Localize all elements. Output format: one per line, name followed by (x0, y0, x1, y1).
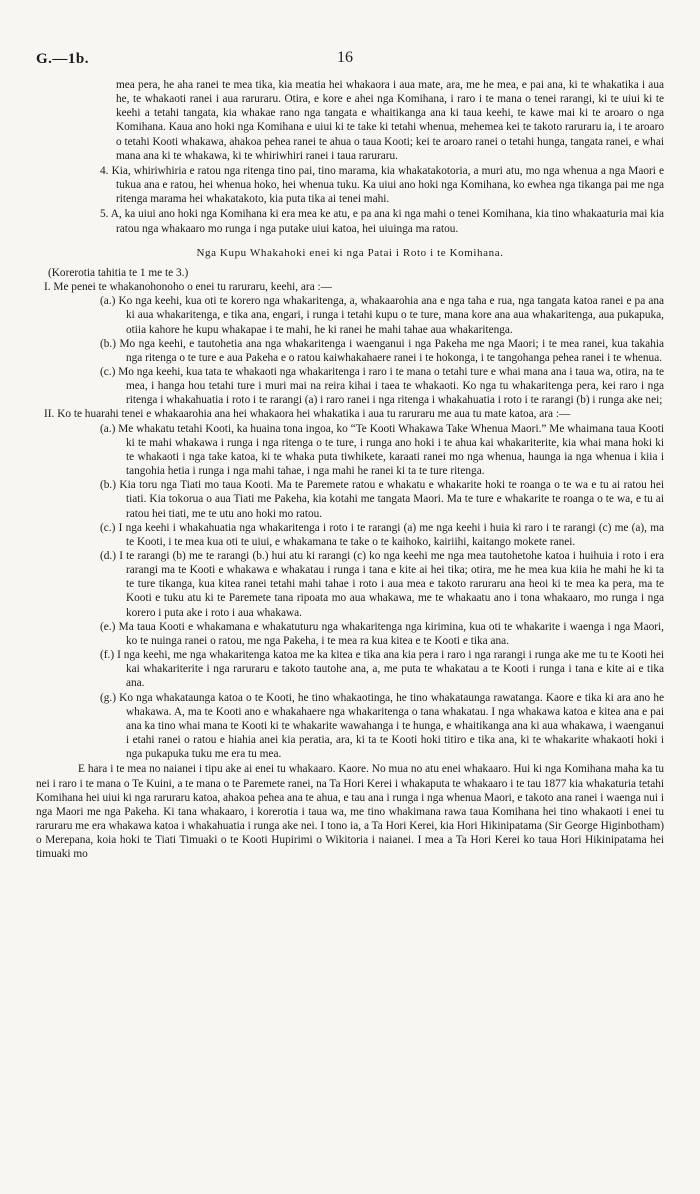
part-one-item-b: (b.) Mo nga keehi, e tautohetia ana nga whakaritenga i waenganui i nga Pakeha me nga Maori; i te mea ranei, kua takahia nga ritenga o te ture e aua Pakeha e o ratou kaiwhakahaere ranei i te hokonga, i te tangohanga pehea ranei i te whenua. (100, 337, 664, 364)
closing-paragraph: E hara i te mea no naianei i tipu ake ai enei tu whakaaro. Kaore. No mua no atu enei whakaaro. Hui ki nga Komihana maha ka tu nei i raro i te mana o Te Kuini, a te mana o te Paremete ranei, na Ta Hori Kerei i whakaputa te whakaaro i te tau 1877 kia whakaturia tetahi Komihana hei uiui ki nga raruraru katoa, ahakoa pehea ana te ahua, e tau ana i runga i nga whenua Maori, e takoto ana ranei i waenga nui i nga Maori me nga Pakeha. Ki tana whakaaro, i korerotia i taua wa, me tino whakimana rawa taua Komihana hei tino whakaoti i enei tu raruraru me era whakawa katoa i whakahuatia i runga ake nei. I tono ia, a Ta Hori Kerei, kia Hori Hikinipatama (Sir George Higinbotham) o Merepana, koia hoki te Tiati Timuaki o te Kooti Hupirimi o Wikitoria i naianei. I mea a Ta Hori Kerei ko taua Hori Hikinipatama hei timuaki mo (36, 763, 664, 861)
part-one-item-a: (a.) Ko nga keehi, kua oti te korero nga whakaritenga, a, whakaarohia ana e nga taha e rua, nga tangata katoa ranei e pa ana ki aua whakaritenga, e tika ana, engari, i runga i tetahi kupu o te ture, mana kore ana aua whakaritenga, aua pukapuka, otiia kahore he kupu whakapae i te mahi, he ki ranei he mahi tahae aua whakaritenga. (100, 295, 665, 336)
part-two-item-g: (g.) Ko nga whakataunga katoa o te Kooti, he tino whakaotinga, he tino whakataunga rawatanga. Kaore e tika ki ara ano he whakawa. A, ma te Kooti ano e whakahaere nga whakaritenga o tana whakatau. I nga whakawa katoa e kitea ana e pai ana ka tino whai mana te Kooti ki te whakarite wawahanga i te hunga, e whaitikanga ana ki aua whakawa, i waenganui i etahi ranei o ratou e hiahia anei kia peratia, ara, ki ta te Kooti hoki titiro e tika ana, ki te whakarite whakaoti hoki i nga pukapuka tuku me era tu mea. (100, 691, 664, 761)
page-number: 16 (337, 49, 353, 66)
numbered-item-4: 4. Kia, whiriwhiria e ratou nga ritenga tino pai, tino marama, kia whakatakotoria, a muri atu, mo nga whenua a nga Maori e tukua ana e ratou, hei whenua hoko, hei whenua tuku. Ka uiui ano hoki nga Komihana, ko ewhea nga tikanga pai me nga ritenga marama hei whakatakoto, kia puta tika ai tenei mahi. (100, 164, 665, 206)
part-two-item-a: (a.) Me whakatu tetahi Kooti, ka huaina tona ingoa, ko “Te Kooti Whakawa Take Whenua Maori.” Me whaimana taua Kooti ki te mahi whakawa i runga i nga ritenga o te ture, i runga ano hoki i te ahua kai whakariterite, kia whai mana hoki ki te whakaoti i nga take katoa, ki te whaka puta tiwhikete, karaati ranei mo nga whenua, haunga ia nga whenua i kiia i tangohia hetia i runga i nga mahi tahae, i nga mahi he ranei ki ta te ture ritenga. (100, 422, 664, 478)
part-two-item-d: (d.) I te rarangi (b) me te rarangi (b.) hui atu ki rarangi (c) ko nga keehi me nga mea tautohetohe katoa i huihuia i roto i era rarangi ma te Kooti e whakawa e whakatau i runga i tana e kite ai hei tika; otira, me he mea kua kiia he mahi he ki ta te ture tikanga, kua kitea ranei tetahi mahi tahae i roto i aua mea e takoto raruraru ana heoi ki te mea ka pera, ma te Kooti e tuku atu ki te Paremete tana ripoata mo aua whakawa, me te whakaatu ano i tona whakaaro, mo runga i nga korero i puta ake i roto i aua whakawa. (100, 550, 664, 619)
continued-paragraph: mea pera, he aha ranei te mea tika, kia meatia hei whakaora i aua mate, ara, me he mea, e pai ana, ki te whakatika i aua he, te whakaoti ranei i aua raruraru. Otira, e kore e ahei nga Komihana, i raro i te mana o tenei rarangi, ki te uiui ki te keehi a tetahi tangata, kia whakae rano nga tangata e whaitikanga ana ki taua keehi, te kawe mai ki te aroaro o nga Komihana. Kaua ano hoki nga Komihana e uiui ki te take ki tetahi whenua, mehemea kei te takoto raruraru ia, i te aroaro o tetahi Kooti whakawa, ahakoa pehea ranei te ahua o taua Kooti; kei te aroaro ranei o tetahi hunga, tangata ranei, e whai mana ana ki te whakawa, ki te whiriwhiri ranei i taua raruraru. (116, 79, 664, 162)
part-one-item-c: (c.) Mo nga keehi, kua tata te whakaoti nga whakaritenga i raro i te mana o tetahi ture e whai mana ana i taua wa, otira, na te mea, i hanga hou tetahi ture i muri mai na reira kihai i taea te whakaoti. Ko nga tu whakaritenga pera, kei raro i nga ritenga i whakahuatia i roto i te rarangi (a) i raro ranei i nga ritenga i whakahuatia i roto i te rarangi (b) i runga ake nei; (100, 365, 664, 407)
part-one-intro: I. Me penei te whakanohonoho o enei tu raruraru, keehi, ara :— (44, 281, 332, 294)
part-two-intro: II. Ko te huarahi tenei e whakaarohia ana hei whakaora hei whakatika i aua tu raruraru me aua tu mate katoa, ara :— (44, 408, 571, 421)
numbered-item-5: 5. A, ka uiui ano hoki nga Komihana ki era mea ke atu, e pa ana ki nga mahi o tenei Komihana, kia tino whakaaturia mai kia ratou nga whakaaro mo runga i nga putake uiui katoa, hei uiuinga ma ratou. (100, 208, 664, 235)
part-two-item-c: (c.) I nga keehi i whakahuatia nga whakaritenga i roto i te rarangi (a) me nga keehi i huia ki raro i te rarangi (c) me (a), ma te Kooti, i te mea kua oti te uiui, e whakamana te take o te kaihoko, kairiihi, kaitango mokete ranei. (100, 521, 665, 548)
document-code: G.—1b. (36, 51, 90, 67)
document-body (36, 78, 664, 861)
section-title: Nga Kupu Whakahoki enei ki nga Patai i Roto i te Komihana. (196, 246, 504, 259)
part-two-item-f: (f.) I nga keehi, me nga whakaritenga katoa me ka kitea e tika ana kia pera i raro i nga rarangi i runga ake me tu te Kooti hei kai whakariterite i nga raruraru e takoto tautohe ana, a, me puta te whakatau a te Kooti i runga i tana e kite ai e tika ana. (100, 649, 664, 690)
korerotia-note: (Korerotia tahitia te 1 me te 3.) (48, 266, 189, 279)
part-two-item-b: (b.) Kia toru nga Tiati mo taua Kooti. Ma te Paremete ratou e whakatu e whakarite hoki te roanga o te wa e tu ai ratou hei tiati. Kia tokorua o aua Tiati me Pakeha, kia kotahi me tangata Maori. Ma te ture e whakarite te roanga o te wa, e tu ai ratou hei tiati, me te utu ano hoki mo ratou. (100, 479, 664, 520)
part-two-item-e: (e.) Ma taua Kooti e whakamana e whakatuturu nga whakaritenga nga kirimina, kua oti te whakarite i waenga i nga Maori, ko te nuinga ranei o ratou, me nga Pakeha, i te mea ra kua kitea e te Kooti e tika ana. (100, 620, 664, 647)
